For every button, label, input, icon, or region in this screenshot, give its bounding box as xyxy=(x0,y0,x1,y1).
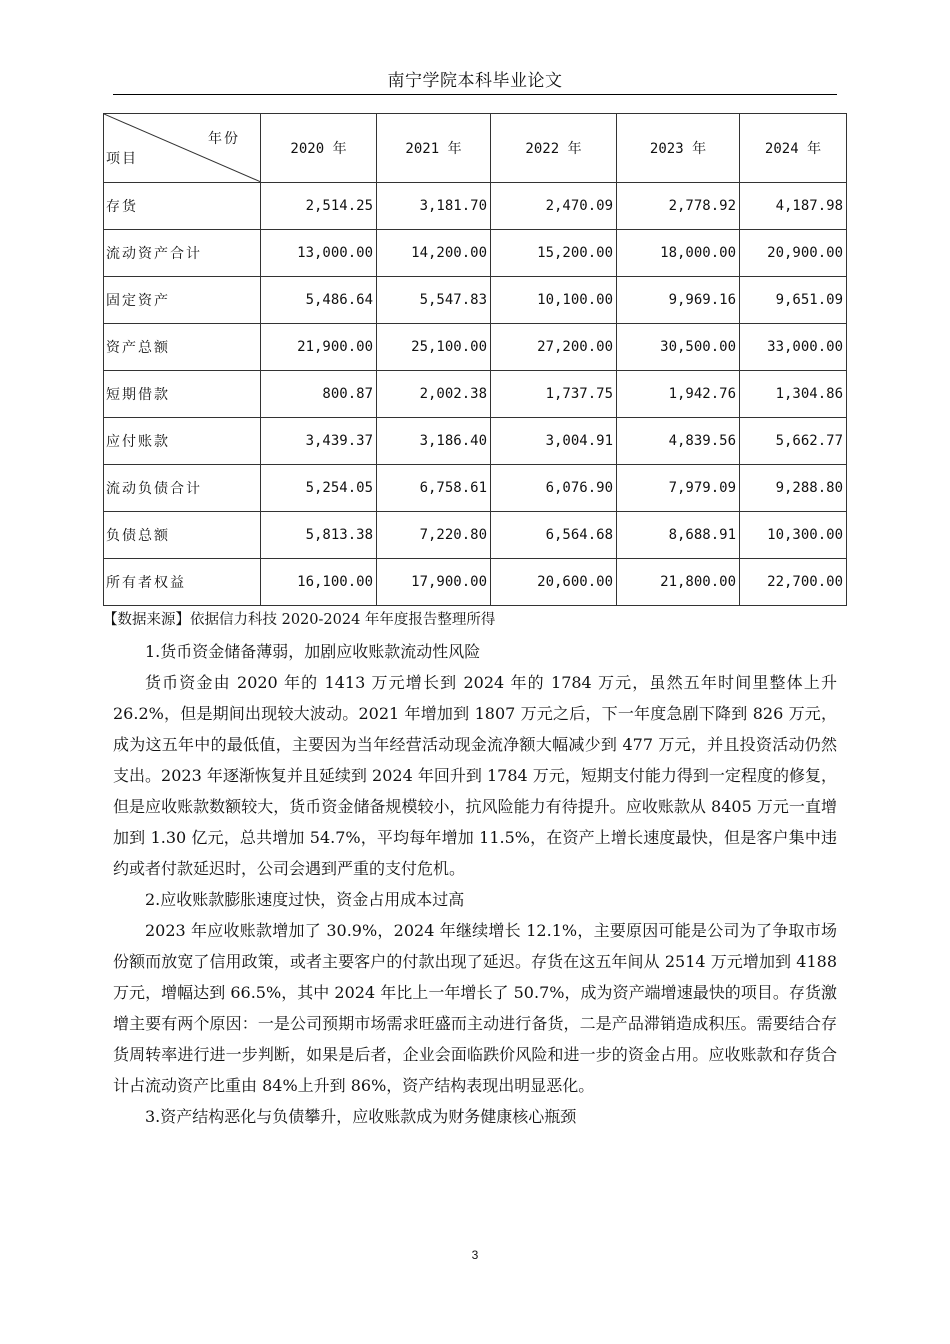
table-cell-value: 16,100.00 xyxy=(261,559,377,606)
table-cell-value: 20,600.00 xyxy=(491,559,617,606)
table-row xyxy=(104,465,847,512)
page-header-title: 南宁学院本科毕业论文 xyxy=(387,71,563,91)
table-cell-value: 1,304.86 xyxy=(740,371,847,418)
body-text xyxy=(113,636,837,1132)
table-cell-value: 1,942.76 xyxy=(617,371,740,418)
table-row xyxy=(104,512,847,559)
row-label: 应付账款 xyxy=(104,418,261,465)
table-cell-value: 4,839.56 xyxy=(617,418,740,465)
table-cell-value: 3,004.91 xyxy=(491,418,617,465)
table-cell-value: 9,651.09 xyxy=(740,277,847,324)
table-cell-value: 9,288.80 xyxy=(740,465,847,512)
table-cell-value: 5,662.77 xyxy=(740,418,847,465)
table-cell-value: 14,200.00 xyxy=(377,230,491,277)
table-row xyxy=(104,559,847,606)
page-number: 3 xyxy=(471,1248,479,1262)
table-cell-value: 5,813.38 xyxy=(261,512,377,559)
year-header: 2022 年 xyxy=(491,114,617,183)
year-header: 2021 年 xyxy=(377,114,491,183)
table-cell-value: 10,100.00 xyxy=(491,277,617,324)
table-row xyxy=(104,183,847,230)
header-divider xyxy=(113,94,837,95)
table-cell-value: 7,979.09 xyxy=(617,465,740,512)
table-cell-value: 2,002.38 xyxy=(377,371,491,418)
table-row xyxy=(104,371,847,418)
table-cell-value: 5,547.83 xyxy=(377,277,491,324)
table-cell-value: 20,900.00 xyxy=(740,230,847,277)
table-cell-value: 22,700.00 xyxy=(740,559,847,606)
table-cell-value: 6,758.61 xyxy=(377,465,491,512)
row-label: 所有者权益 xyxy=(104,559,261,606)
year-header: 2023 年 xyxy=(617,114,740,183)
table-row xyxy=(104,418,847,465)
row-label: 短期借款 xyxy=(104,371,261,418)
table-cell-value: 30,500.00 xyxy=(617,324,740,371)
table-cell-value: 3,181.70 xyxy=(377,183,491,230)
table-cell-value: 17,900.00 xyxy=(377,559,491,606)
table-header-row xyxy=(104,114,847,183)
paragraph: 货币资金由 2020 年的 1413 万元增长到 2024 年的 1784 万元，虽然五年时间里整体上升 26.2%，但是期间出现较大波动。2021 年增加到 1807 万元之后，下一年度急剧下降到 826 万元，成为这五年中的最低值，主要因为当年经营活动现金流净额大幅减少到 477 万元，并且投资活动仍然支出。2023 年逐渐恢复并且延续到 2024 年回升到 1784 万元，短期支付能力得到一定程度的修复，但是应收账款数额较大，货币资金储备规模较小，抗风险能力有待提升。应收账款从 8405 万元一直增加到 1.30 亿元，总共增加 54.7%，平均每年增加 11.5%，在资产上增长速度最快，但是客户集中违约或者付款延迟时，公司会遇到严重的支付危机。 xyxy=(113,673,837,878)
row-label: 负债总额 xyxy=(104,512,261,559)
table-cell-value: 6,564.68 xyxy=(491,512,617,559)
financial-table xyxy=(103,113,847,606)
table-row xyxy=(104,230,847,277)
table-cell-value: 6,076.90 xyxy=(491,465,617,512)
table-cell-value: 3,439.37 xyxy=(261,418,377,465)
table-cell-value: 2,514.25 xyxy=(261,183,377,230)
table-cell-value: 2,778.92 xyxy=(617,183,740,230)
corner-item-label: 项目 xyxy=(106,151,138,167)
data-source-note: 【数据来源】依据信力科技 2020-2024 年年度报告整理所得 xyxy=(103,612,496,628)
year-header: 2024 年 xyxy=(740,114,847,183)
table-cell-value: 25,100.00 xyxy=(377,324,491,371)
table-cell-value: 8,688.91 xyxy=(617,512,740,559)
table-cell-value: 5,486.64 xyxy=(261,277,377,324)
table-cell-value: 27,200.00 xyxy=(491,324,617,371)
table-row xyxy=(104,324,847,371)
table-row xyxy=(104,277,847,324)
table-cell-value: 33,000.00 xyxy=(740,324,847,371)
row-label: 存货 xyxy=(104,183,261,230)
year-header: 2020 年 xyxy=(261,114,377,183)
table-cell-value: 800.87 xyxy=(261,371,377,418)
table-cell-value: 4,187.98 xyxy=(740,183,847,230)
row-label: 流动资产合计 xyxy=(104,230,261,277)
table-cell-value: 10,300.00 xyxy=(740,512,847,559)
section-heading: 1.货币资金储备薄弱，加剧应收账款流动性风险 xyxy=(145,642,481,661)
table-cell-value: 2,470.09 xyxy=(491,183,617,230)
table-cell-value: 9,969.16 xyxy=(617,277,740,324)
row-label: 流动负债合计 xyxy=(104,465,261,512)
section-heading: 3.资产结构恶化与负债攀升，应收账款成为财务健康核心瓶颈 xyxy=(145,1107,577,1126)
row-label: 资产总额 xyxy=(104,324,261,371)
paragraph: 2023 年应收账款增加了 30.9%，2024 年继续增长 12.1%，主要原因可能是公司为了争取市场份额而放宽了信用政策，或者主要客户的付款出现了延迟。存货在这五年间从 2514 万元增加到 4188 万元，增幅达到 66.5%，其中 2024 年比上一年增长了 50.7%，成为资产端增速最快的项目。存货激增主要有两个原因：一是公司预期市场需求旺盛而主动进行备货，二是产品滞销造成积压。需要结合存货周转率进行进一步判断，如果是后者，企业会面临跌价风险和进一步的资金占用。应收账款和存货合计占流动资产比重由 84%上升到 86%，资产结构表现出明显恶化。 xyxy=(113,921,837,1095)
table-cell-value: 5,254.05 xyxy=(261,465,377,512)
corner-year-label: 年份 xyxy=(208,131,240,147)
table-cell-value: 13,000.00 xyxy=(261,230,377,277)
table-cell-value: 1,737.75 xyxy=(491,371,617,418)
table-cell-value: 7,220.80 xyxy=(377,512,491,559)
table-cell-value: 21,800.00 xyxy=(617,559,740,606)
row-label: 固定资产 xyxy=(104,277,261,324)
table-cell-value: 21,900.00 xyxy=(261,324,377,371)
table-cell-value: 3,186.40 xyxy=(377,418,491,465)
table-corner-cell xyxy=(104,114,261,183)
section-heading: 2.应收账款膨胀速度过快，资金占用成本过高 xyxy=(145,890,465,909)
table-cell-value: 15,200.00 xyxy=(491,230,617,277)
table-cell-value: 18,000.00 xyxy=(617,230,740,277)
